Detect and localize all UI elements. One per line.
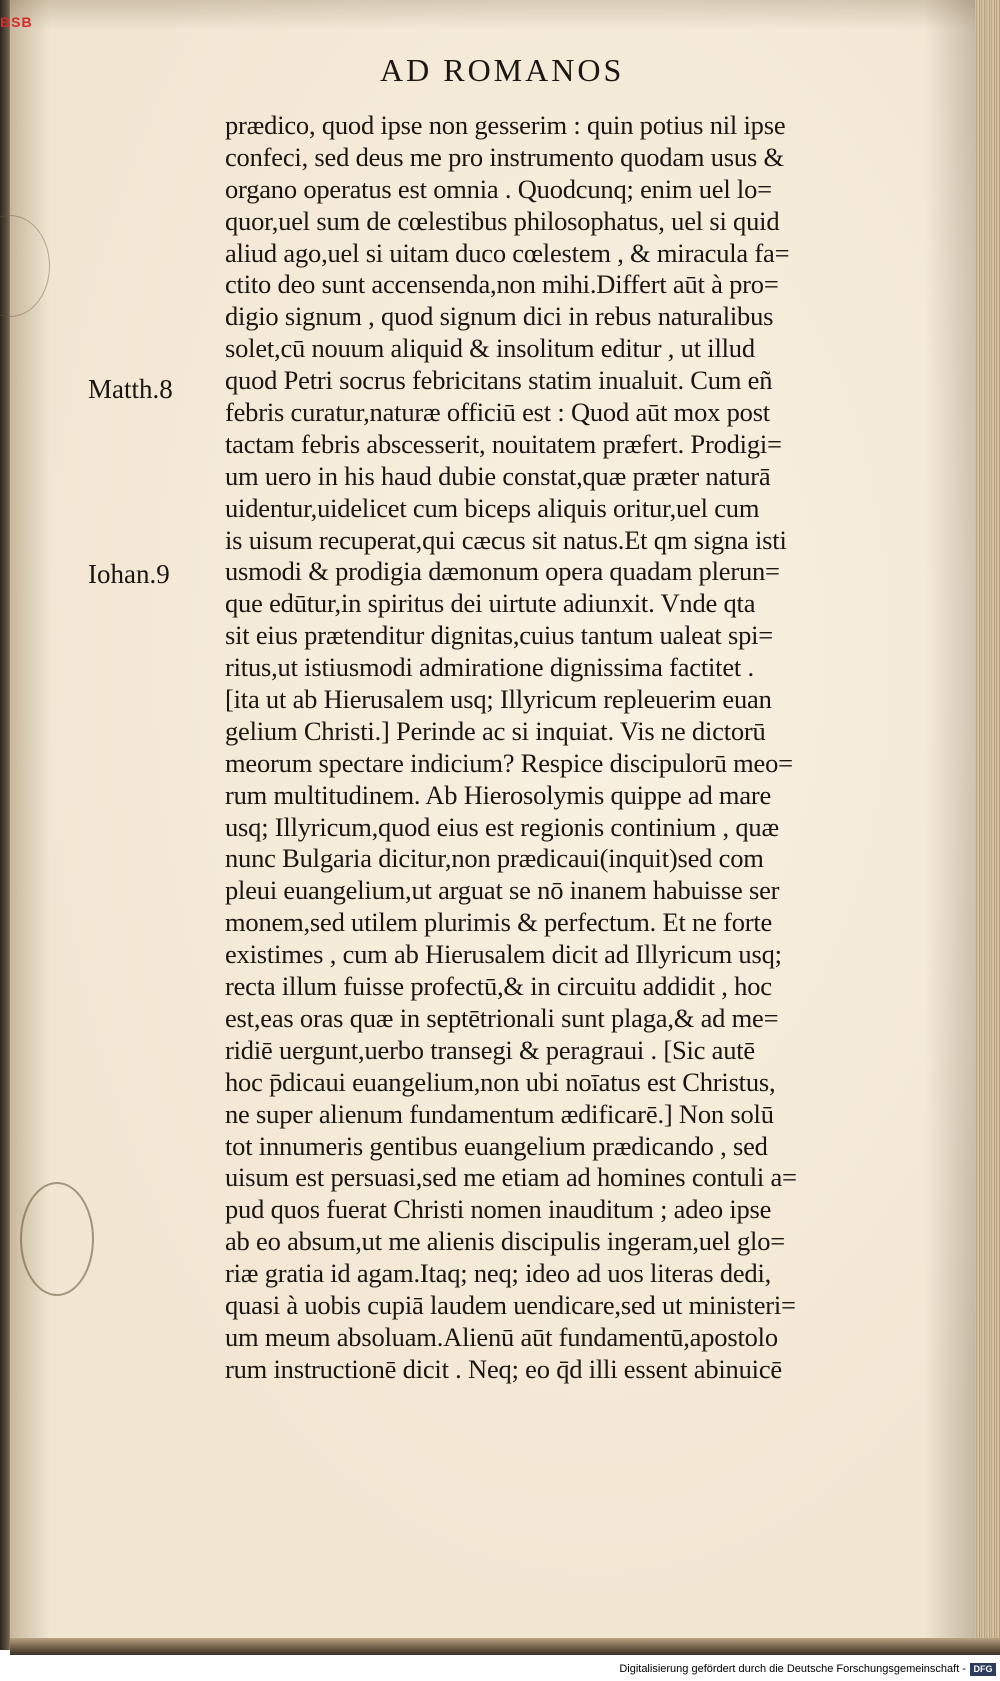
text-line: prædico, quod ipse non gesserim : quin potius nil ipse (225, 110, 786, 140)
text-line: meorum spectare indicium? Respice discipulorū meo= (225, 747, 793, 778)
text-line: ritus,ut istiusmodi admiratione dignissima factitet . (225, 652, 754, 683)
library-stamp: BSB (0, 14, 33, 30)
text-line: recta illum fuisse profectū,& in circuitu addidit , hoc (225, 971, 772, 1002)
text-line: organo operatus est omnia . Quodcunq; enim uel lo= (225, 173, 772, 204)
body-text (225, 110, 955, 1386)
text-line: digio signum , quod signum dici in rebus naturalibus (225, 301, 774, 332)
margin-circle-mark (20, 1182, 94, 1296)
text-line: pleui euangelium,ut arguat se nō inanem habuisse ser (225, 875, 780, 906)
text-line: usq; Illyricum,quod eius est regionis continium , quæ (225, 811, 779, 842)
text-line: solet,cū nouum aliquid & insolitum editur , ut illud (225, 333, 755, 364)
text-line: ab eo absum,ut me alienis discipulis ingeram,uel glo= (225, 1226, 785, 1257)
text-line: febris curatur,naturæ officiū est : Quod aūt mox post (225, 397, 770, 428)
text-line: sit eius prætenditur dignitas,cuius tantum ualeat spi= (225, 620, 774, 651)
text-line: riæ gratia id agam.Itaq; neq; ideo ad uos literas dedi, (225, 1258, 772, 1289)
text-line: tot innumeris gentibus euangelium prædicando , sed (225, 1130, 768, 1161)
running-head: AD ROMANOS (380, 52, 625, 88)
text-line: tactam febris abscesserit, nouitatem præfert. Prodigi= (225, 428, 782, 459)
text-line: usmodi & prodigia dæmonum opera quadam plerun= (225, 556, 780, 587)
text-line: quor,uel sum de cœlestibus philosophatus, uel si quid (225, 205, 780, 236)
text-line: ridiē uergunt,uerbo transegi & peragraui . [Sic autē (225, 1034, 755, 1065)
margin-note-iohan: Iohan.9 (88, 559, 170, 589)
text-line: monem,sed utilem plurimis & perfectum. Et ne forte (225, 907, 773, 938)
text-line: is uisum recuperat,qui cæcus sit natus.Et qm signa isti (225, 524, 787, 555)
text-line: aliud ago,uel si uitam duco cœlestem , & miracula fa= (225, 237, 790, 268)
text-line: pud quos fuerat Christi nomen inauditum ; adeo ipse (225, 1194, 772, 1225)
text-line: um meum absoluam.Alienū aūt fundamentū,apostolo (225, 1321, 778, 1352)
text-line: rum multitudinem. Ab Hierosolymis quippe ad mare (225, 779, 772, 810)
text-line: [ita ut ab Hierusalem usq; Illyricum repleuerim euan (225, 684, 772, 715)
text-line: est,eas oras quæ in septētrionali sunt plaga,& ad me= (225, 1002, 779, 1033)
text-line: um uero in his haud dubie constat,quæ præter naturā (225, 460, 771, 491)
text-line: uisum est persuasi,sed me etiam ad homines contuli a= (225, 1162, 797, 1193)
page-fore-edge (975, 0, 1000, 1655)
text-line: quasi à uobis cupiā laudem uendicare,sed ut ministeri= (225, 1289, 796, 1320)
text-line: confeci, sed deus me pro instrumento quodam usus & (225, 141, 784, 172)
text-line: uidentur,uidelicet cum biceps aliquis oritur,uel cum (225, 492, 760, 523)
text-line: hoc p̄dicaui euangelium,non ubi noīatus est Christus, (225, 1066, 776, 1097)
text-line: nunc Bulgaria dicitur,non prædicaui(inquit)sed com (225, 843, 764, 874)
text-line: ctito deo sunt accensenda,non mihi.Differt aūt à pro= (225, 269, 779, 300)
text-line: ne super alienum fundamentum ædificarē.] Non solū (225, 1098, 774, 1129)
text-line: existimes , cum ab Hierusalem dicit ad Illyricum usq; (225, 939, 782, 970)
text-line: que edūtur,in spiritus dei uirtute adiunxit. Vnde qta (225, 588, 756, 619)
margin-note-matth: Matth.8 (88, 374, 173, 404)
page-bottom-edge (10, 1638, 1000, 1655)
text-line: gelium Christi.] Perinde ac si inquiat. Vis ne dictorū (225, 715, 766, 746)
dfg-logo: DFG (970, 1663, 996, 1676)
digitization-credit: Digitalisierung gefördert durch die Deutsche Forschungsgemeinschaft - (619, 1663, 966, 1675)
text-line: rum instructionē dicit . Neq; eo q̄d illi essent abinuicē (225, 1353, 782, 1384)
text-line: quod Petri socrus febricitans statim inualuit. Cum eñ (225, 365, 773, 396)
